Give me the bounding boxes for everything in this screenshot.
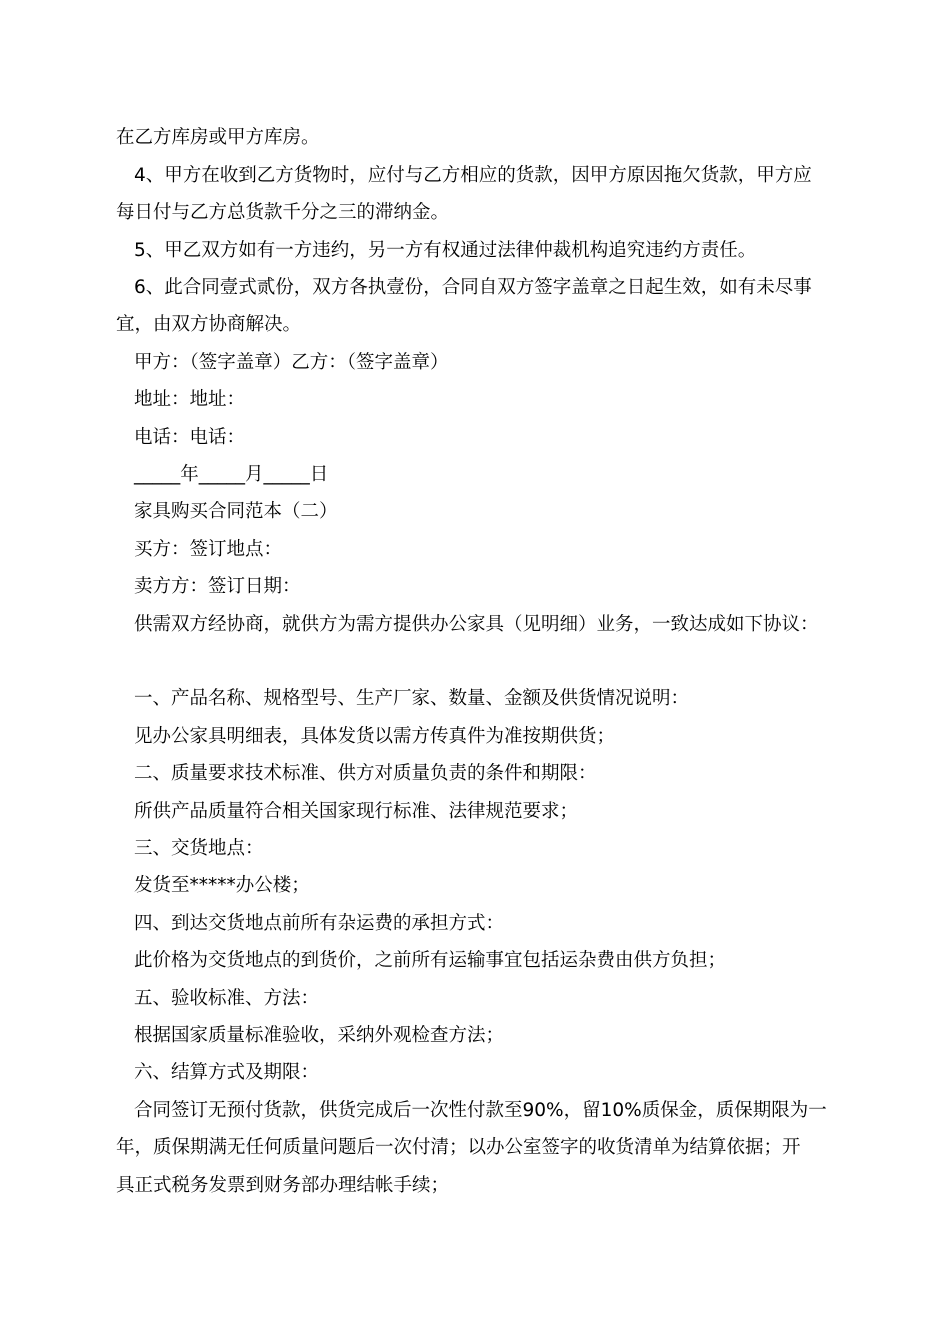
phone-line: 电话：电话： xyxy=(134,427,246,448)
clause-4-line-2: 每日付与乙方总货款千分之三的滞纳金。 xyxy=(116,202,450,223)
buyer-line: 买方：签订地点： xyxy=(134,539,283,560)
article-1-body: 见办公家具明细表，具体发货以需方传真件为准按期供货； xyxy=(134,726,616,747)
date-line: _____年_____月_____日 xyxy=(134,464,329,485)
article-1-heading: 一、产品名称、规格型号、生产厂家、数量、金额及供货情况说明： xyxy=(134,688,690,709)
agreement-intro: 供需双方经协商，就供方为需方提供办公家具（见明细）业务，一致达成如下协议： xyxy=(134,614,819,635)
clause-6-line-2: 宜，由双方协商解决。 xyxy=(116,314,302,335)
article-2-body: 所供产品质量符合相关国家现行标准、法律规范要求； xyxy=(134,801,579,822)
seller-line: 卖方方：签订日期： xyxy=(134,576,301,597)
section-title: 家具购买合同范本（二） xyxy=(134,501,338,522)
article-6-body-line-1: 合同签订无预付货款，供货完成后一次性付款至90%，留10%质保金，质保期限为一 xyxy=(134,1100,827,1121)
article-4-body: 此价格为交货地点的到货价，之前所有运输事宜包括运杂费由供方负担； xyxy=(134,950,727,971)
article-3-heading: 三、交货地点： xyxy=(134,838,264,859)
article-6-body-line-3: 具正式税务发票到财务部办理结帐手续； xyxy=(116,1175,450,1196)
signature-line: 甲方：（签字盖章）乙方：（签字盖章） xyxy=(134,352,449,373)
clause-6-line-1: 6、此合同壹式贰份，双方各执壹份，合同自双方签字盖章之日起生效，如有未尽事 xyxy=(134,277,812,298)
article-6-heading: 六、结算方式及期限： xyxy=(134,1062,320,1083)
article-5-heading: 五、验收标准、方法： xyxy=(134,988,320,1009)
address-line: 地址：地址： xyxy=(134,389,246,410)
article-6-body-line-2: 年，质保期满无任何质量问题后一次付清；以办公室签字的收货清单为结算依据；开 xyxy=(116,1137,801,1158)
clause-4-line-1: 4、甲方在收到乙方货物时，应付与乙方相应的货款，因甲方原因拖欠货款，甲方应 xyxy=(134,165,812,186)
article-4-heading: 四、到达交货地点前所有杂运费的承担方式： xyxy=(134,913,505,934)
article-2-heading: 二、质量要求技术标准、供方对质量负责的条件和期限： xyxy=(134,763,597,784)
paragraph-line: 在乙方库房或甲方库房。 xyxy=(116,127,320,148)
clause-5: 5、甲乙双方如有一方违约，另一方有权通过法律仲裁机构追究违约方责任。 xyxy=(134,240,757,261)
article-3-body: 发货至*****办公楼； xyxy=(134,875,310,896)
article-5-body: 根据国家质量标准验收，采纳外观检查方法； xyxy=(134,1025,505,1046)
